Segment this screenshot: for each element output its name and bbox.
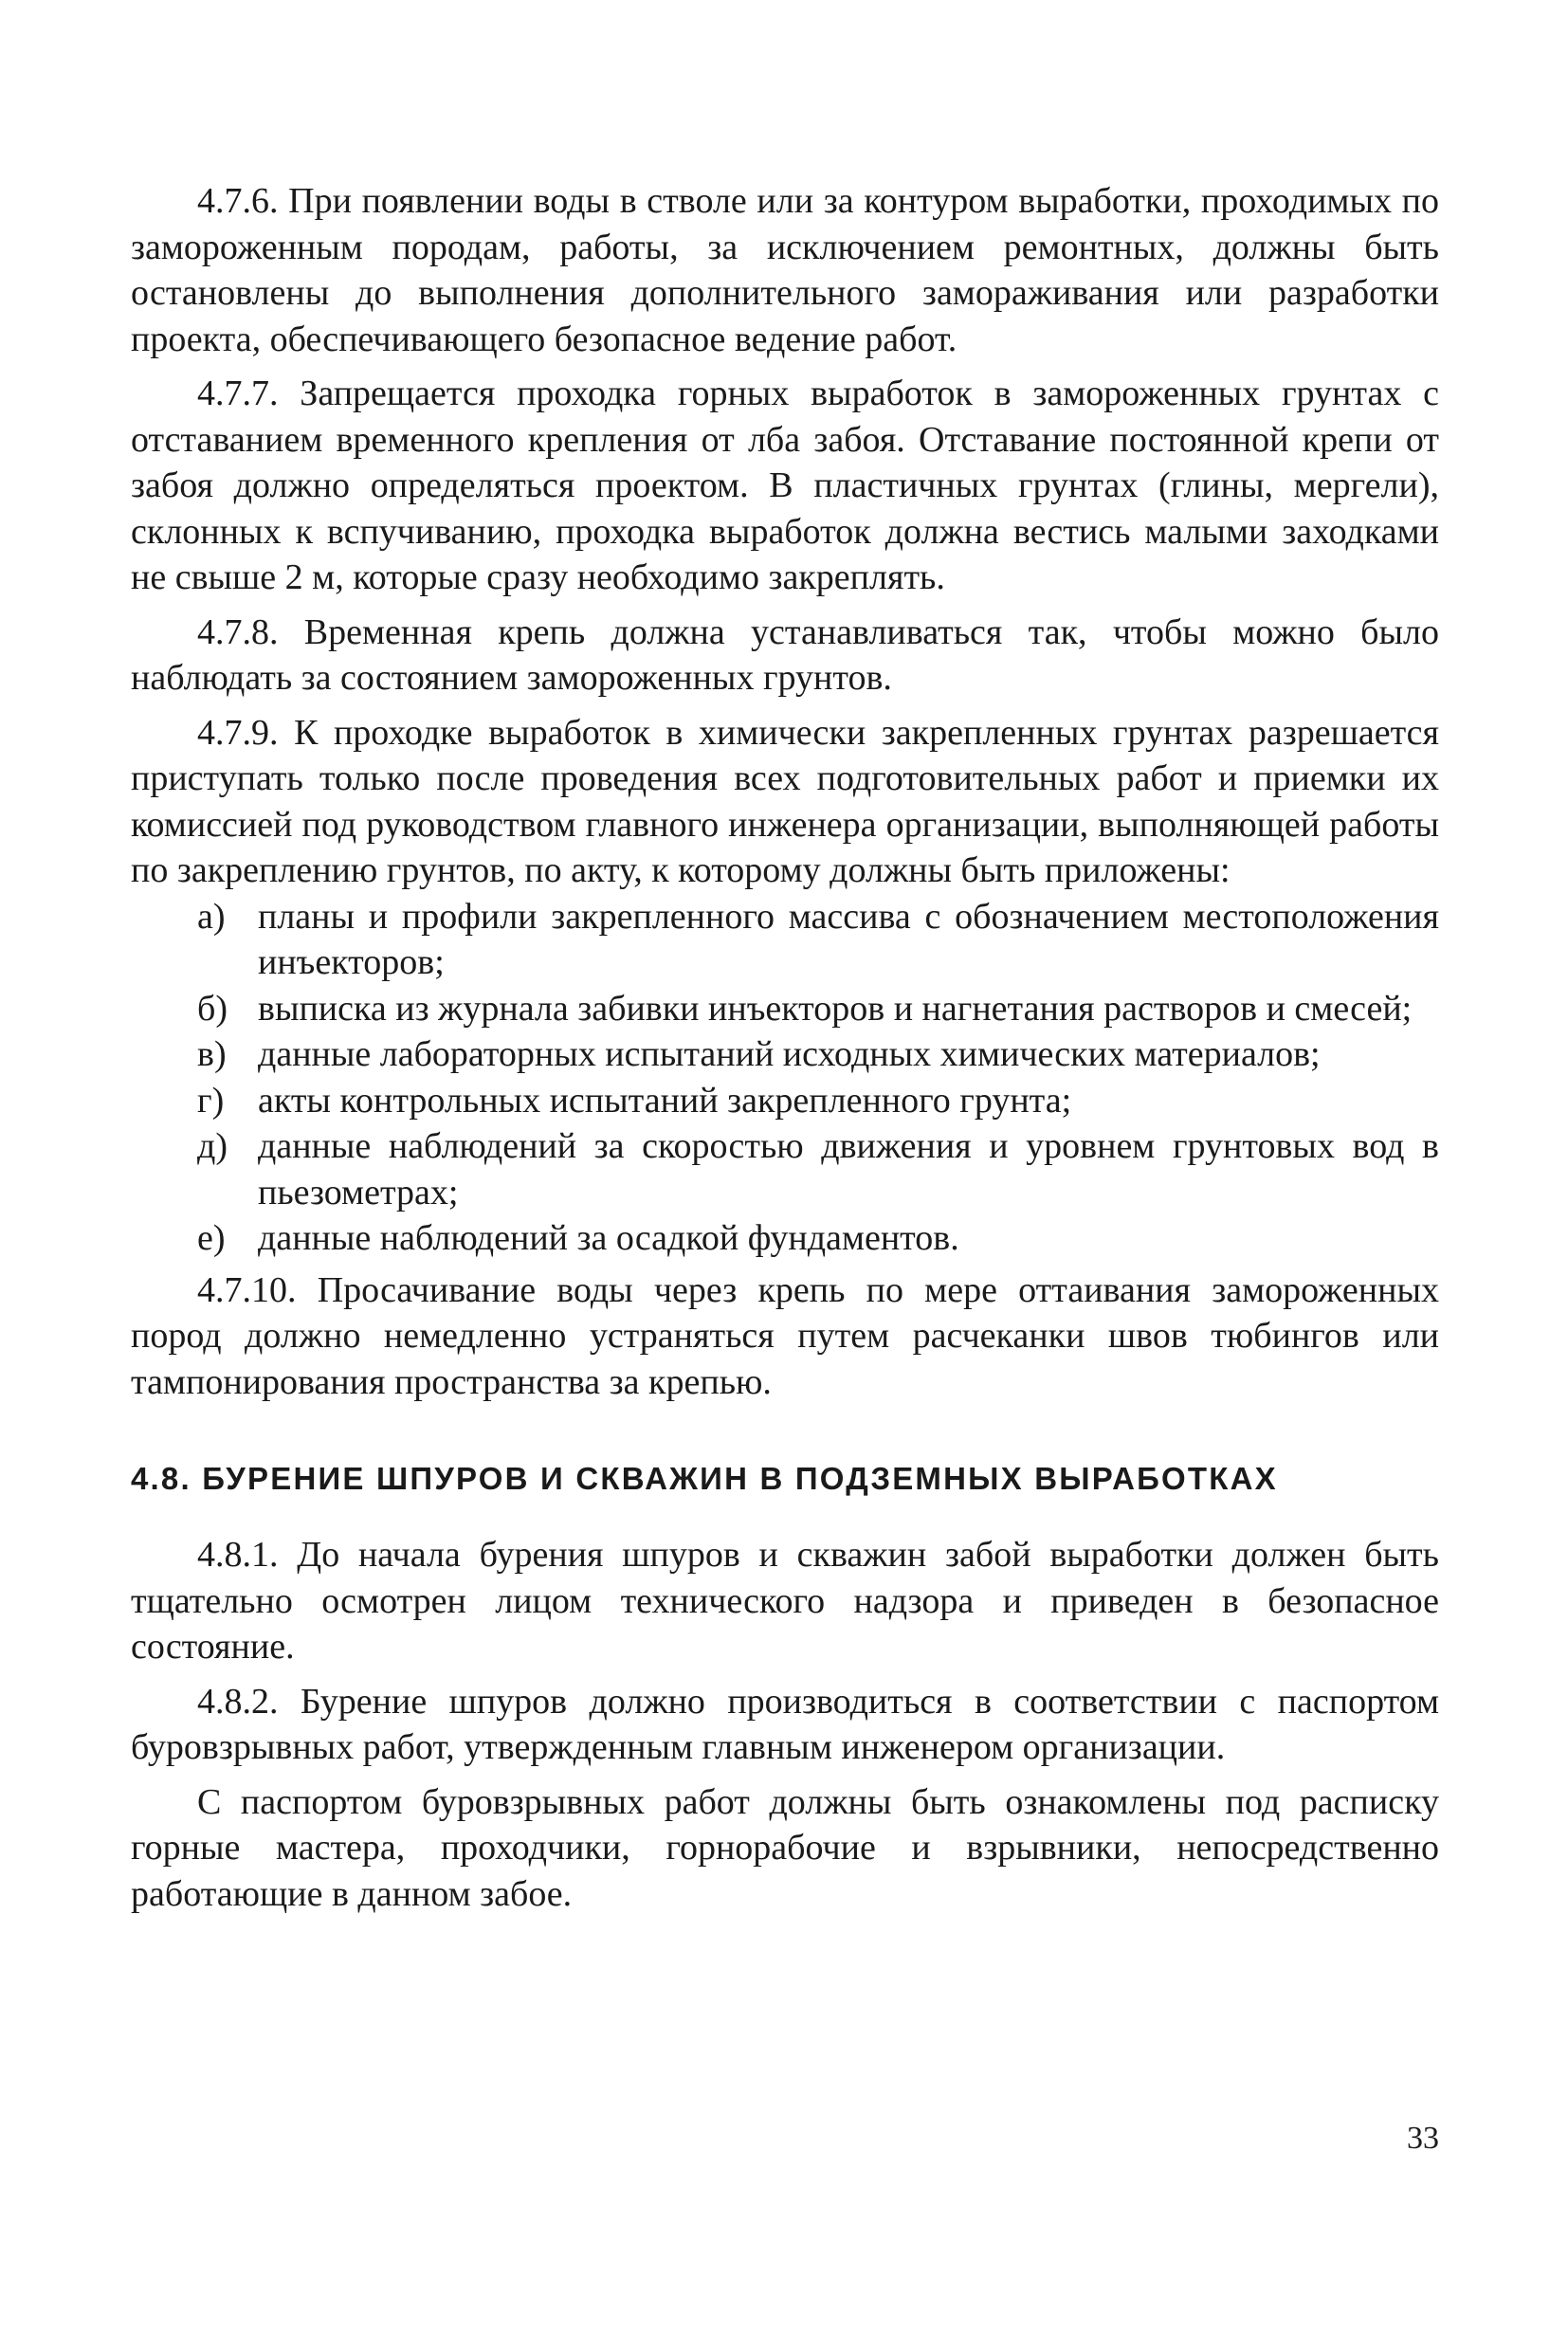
paragraph-4-8-1: 4.8.1. До начала бурения шпуров и скважин забой выработки должен быть тщательно осмотрен лицом технического надзора и приведен в безопасное состояние. xyxy=(131,1535,1439,1667)
list-item-text: данные наблюдений за осадкой фундаментов. xyxy=(258,1218,959,1258)
list-item xyxy=(131,1123,1439,1215)
page-number: 33 xyxy=(1407,2121,1439,2156)
list-item xyxy=(131,986,1439,1032)
paragraph-4-7-7: 4.7.7. Запрещается проходка горных выработок в замороженных грунтах с отставанием временного крепления от лба забоя. Отставание постоянной крепи от забоя должно определяться проектом. В пластичных грунтах (глины, мергели), склонных к вспучиванию, проходка выработок должна вестись малыми заходками не свыше 2 м, которые сразу необходимо закреплять. xyxy=(131,374,1439,597)
list-marker: д) xyxy=(197,1126,228,1166)
list-item-text: данные наблюдений за скоростью движения и уровнем грунтовых вод в пьезометрах; xyxy=(258,1126,1439,1212)
list-item xyxy=(131,1031,1439,1078)
list-marker: г) xyxy=(197,1080,225,1121)
paragraph-4-7-9: 4.7.9. К проходке выработок в химически закрепленных грунтах разрешается приступать только после проведения всех подготовительных работ и приемки их комиссией под руководством главного инженера организации, выполняющей работы по закреплению грунтов, по акту, к которому должны быть приложены: xyxy=(131,712,1439,890)
list-marker: а) xyxy=(197,896,226,937)
list-item-text: данные лабораторных испытаний исходных химических материалов; xyxy=(258,1034,1321,1074)
list-item xyxy=(131,894,1439,986)
document-page xyxy=(131,178,1439,1917)
list-marker: е) xyxy=(197,1218,226,1258)
list-item-text: акты контрольных испытаний закрепленного грунта; xyxy=(258,1080,1072,1121)
paragraph-4-7-10: 4.7.10. Просачивание воды через крепь по мере оттаивания замороженных пород должно немедленно устраняться путем расчеканки швов тюбингов или тампонирования пространства за крепью. xyxy=(131,1269,1439,1402)
list-marker: в) xyxy=(197,1034,227,1074)
list-marker: б) xyxy=(197,988,228,1029)
list-item-text: выписка из журнала забивки инъекторов и нагнетания растворов и смесей; xyxy=(258,988,1413,1029)
section-heading: 4.8. БУРЕНИЕ ШПУРОВ И СКВАЖИН В ПОДЗЕМНЫХ ВЫРАБОТКАХ xyxy=(131,1461,1278,1496)
paragraph-4-8-2: 4.8.2. Бурение шпуров должно производиться в соответствии с паспортом буровзрывных работ, утвержденным главным инженером организации. xyxy=(131,1681,1439,1767)
paragraph-4-7-6: 4.7.6. При появлении воды в стволе или за контуром выработки, проходимых по замороженным породам, работы, за исключением ремонтных, должны быть остановлены до выполнения дополнительного замораживания или разработки проекта, обеспечивающего безопасное ведение работ. xyxy=(131,181,1439,359)
list-item xyxy=(131,1078,1439,1124)
paragraph-4-7-8: 4.7.8. Временная крепь должна устанавливаться так, чтобы можно было наблюдать за состоянием замороженных грунтов. xyxy=(131,611,1439,698)
list-item xyxy=(131,1215,1439,1262)
attachments-list xyxy=(131,894,1439,1262)
paragraph-passport: С паспортом буровзрывных работ должны быть ознакомлены под расписку горные мастера, проходчики, горнорабочие и взрывники, непосредственно работающие в данном забое. xyxy=(131,1781,1439,1914)
list-item-text: планы и профили закрепленного массива с обозначением местоположения инъекторов; xyxy=(258,896,1439,982)
